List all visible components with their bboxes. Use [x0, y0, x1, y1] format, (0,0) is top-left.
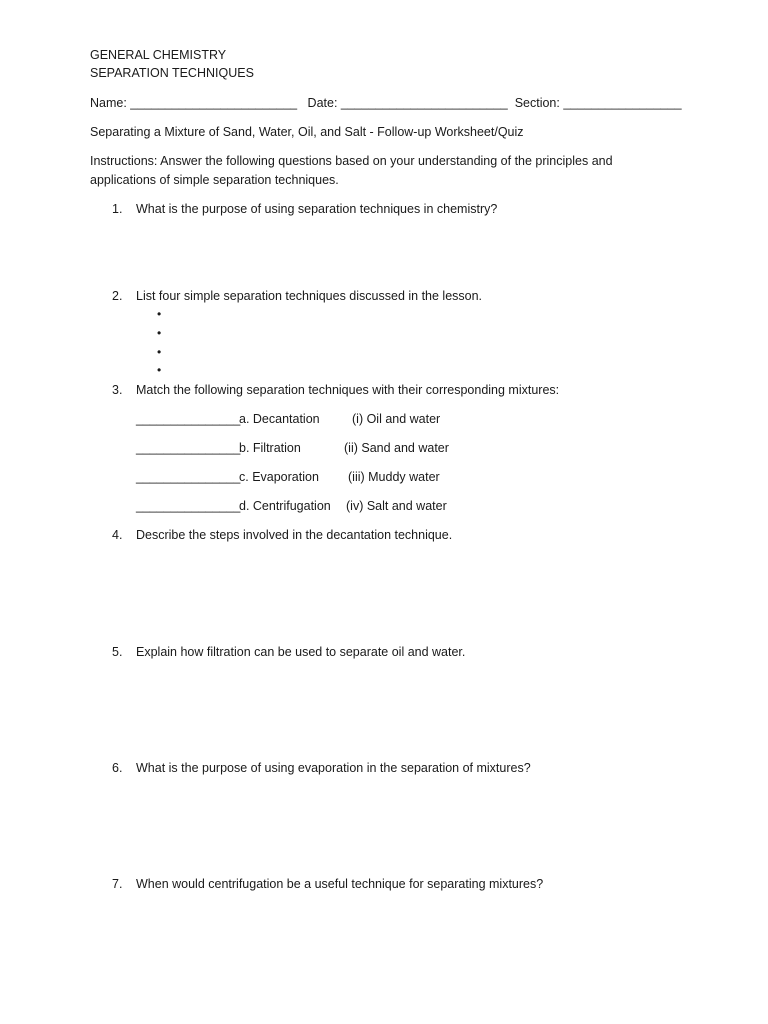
- instructions-line-1: Instructions: Answer the following questions based on your understanding of the principles and: [90, 154, 613, 168]
- question-number: 5.: [112, 645, 123, 659]
- answer-blank: _______________: [136, 441, 241, 455]
- mixture-option: (ii) Sand and water: [344, 441, 449, 455]
- question-text: List four simple separation techniques discussed in the lesson.: [136, 289, 483, 303]
- question-text: What is the purpose of using separation techniques in chemistry?: [136, 202, 498, 216]
- question-number: 7.: [112, 877, 123, 891]
- mixture-option: (iii) Muddy water: [348, 470, 440, 484]
- answer-blank: _______________: [136, 470, 241, 484]
- question-number: 4.: [112, 528, 123, 542]
- question-number: 3.: [112, 383, 123, 397]
- technique-option: b. Filtration: [239, 441, 301, 455]
- mixture-option: (iv) Salt and water: [346, 499, 447, 513]
- question-text: What is the purpose of using evaporation in the separation of mixtures?: [136, 761, 531, 775]
- technique-option: c. Evaporation: [239, 470, 319, 484]
- answer-blank: _______________: [136, 499, 241, 513]
- instructions-line-2: applications of simple separation techniques.: [90, 173, 339, 187]
- course-heading: GENERAL CHEMISTRY: [90, 48, 227, 62]
- question-text: Explain how filtration can be used to separate oil and water.: [136, 645, 466, 659]
- question-number: 2.: [112, 289, 123, 303]
- technique-option: a. Decantation: [239, 412, 320, 426]
- bullet-point: •: [157, 345, 162, 359]
- bullet-point: •: [157, 307, 162, 321]
- student-info-line: Name: ________________________ Date: ________________________ Section: _________________: [90, 96, 682, 110]
- question-number: 1.: [112, 202, 123, 216]
- question-text: Describe the steps involved in the decantation technique.: [136, 528, 453, 542]
- question-text: Match the following separation techniques with their corresponding mixtures:: [136, 383, 560, 397]
- bullet-point: •: [157, 326, 162, 340]
- answer-blank: _______________: [136, 412, 241, 426]
- question-text: When would centrifugation be a useful technique for separating mixtures?: [136, 877, 544, 891]
- topic-heading: SEPARATION TECHNIQUES: [90, 66, 254, 80]
- question-number: 6.: [112, 761, 123, 775]
- mixture-option: (i) Oil and water: [352, 412, 441, 426]
- technique-option: d. Centrifugation: [239, 499, 331, 513]
- worksheet-title: Separating a Mixture of Sand, Water, Oil, and Salt - Follow-up Worksheet/Quiz: [90, 125, 524, 139]
- bullet-point: •: [157, 363, 162, 377]
